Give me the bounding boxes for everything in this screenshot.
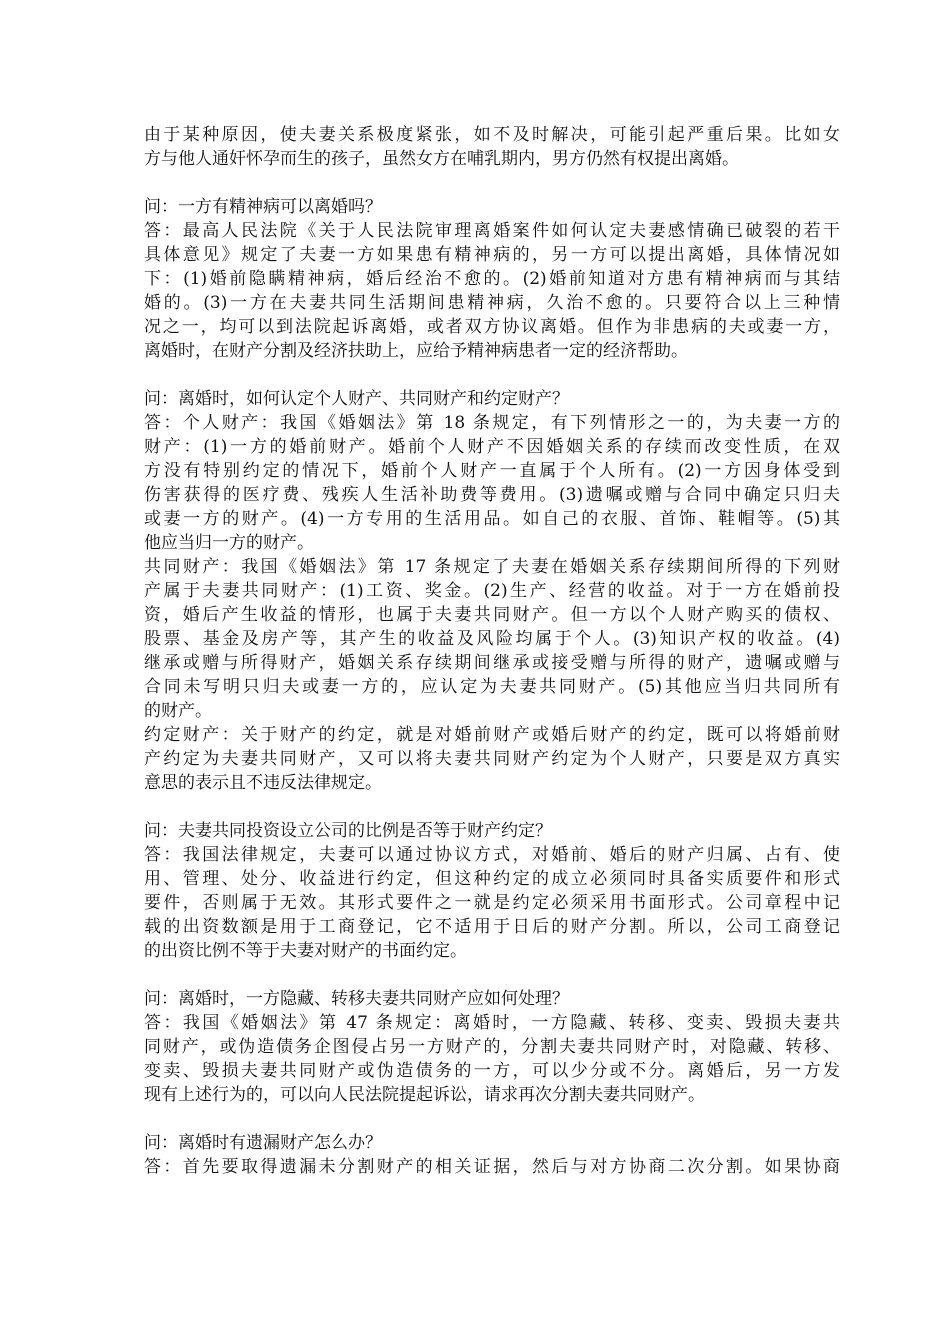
question-line: 问：离婚时有遗漏财产怎么办？ — [144, 1133, 382, 1153]
text-line: 具体意见》规定了夫妻一方如果患有精神病的，另一方可以提出离婚，具体情况如 — [144, 245, 840, 265]
document-body — [144, 123, 840, 1179]
question-line: 问：离婚时，如何认定个人财产、共同财产和约定财产？ — [144, 389, 569, 409]
text-line: 合同未写明只归夫或妻一方的，应认定为夫妻共同财产。(5)其他应当归共同所有 — [144, 677, 840, 697]
paragraph-gap — [144, 363, 840, 387]
answer-line: 答：个人财产：我国《婚姻法》第 18 条规定，有下列情形之一的，为夫妻一方的 — [144, 413, 840, 433]
text-line: 的财产。 — [144, 701, 212, 721]
text-line: 产约定为夫妻共同财产，又可以将夫妻共同财产约定为个人财产，只要是双方真实 — [144, 749, 840, 769]
question-line: 问：离婚时，一方隐藏、转移夫妻共同财产应如何处理？ — [144, 989, 569, 1009]
answer-line: 答：我国《婚姻法》第 47 条规定：离婚时，一方隐藏、转移、变卖、毁损夫妻共 — [144, 1013, 840, 1033]
paragraph-gap — [144, 795, 840, 819]
text-line: 现有上述行为的，可以向人民法院提起诉讼，请求再次分割夫妻共同财产。 — [144, 1085, 705, 1105]
text-line: 资，婚后产生收益的情形，也属于夫妻共同财产。但一方以个人财产购买的债权、 — [144, 605, 840, 625]
text-line: 变卖、毁损夫妻共同财产或伪造债务的一方，可以少分或不分。离婚后，另一方发 — [144, 1061, 840, 1081]
text-line: 伤害获得的医疗费、残疾人生活补助费等费用。(3)遗嘱或赠与合同中确定只归夫 — [144, 485, 840, 505]
text-line: 要件，否则属于无效。其形式要件之一就是约定必须采用书面形式。公司章程中记 — [144, 893, 840, 913]
paragraph-gap — [144, 1107, 840, 1131]
text-line: 用、管理、处分、收益进行约定，但这种约定的成立必须同时具备实质要件和形式 — [144, 869, 840, 889]
answer-line: 答：首先要取得遗漏未分割财产的相关证据，然后与对方协商二次分割。如果协商 — [144, 1157, 840, 1177]
text-line: 约定财产：关于财产的约定，就是对婚前财产或婚后财产的约定，既可以将婚前财 — [144, 725, 840, 745]
text-line: 共同财产：我国《婚姻法》第 17 条规定了夫妻在婚姻关系存续期间所得的下列财 — [144, 557, 840, 577]
text-line: 股票、基金及房产等，其产生的收益及风险均属于个人。(3)知识产权的收益。(4) — [144, 629, 840, 649]
text-line: 由于某种原因，使夫妻关系极度紧张，如不及时解决，可能引起严重后果。比如女 — [144, 125, 840, 145]
text-line: 财产：(1)一方的婚前财产。婚前个人财产不因婚姻关系的存续而改变性质，在双 — [144, 437, 840, 457]
text-line: 方与他人通奸怀孕而生的孩子，虽然女方在哺乳期内，男方仍然有权提出离婚。 — [144, 149, 739, 169]
text-line: 离婚时，在财产分割及经济扶助上，应给予精神病患者一定的经济帮助。 — [144, 341, 688, 361]
text-line: 的出资比例不等于夫妻对财产的书面约定。 — [144, 941, 467, 961]
question-line: 问：一方有精神病可以离婚吗？ — [144, 197, 382, 217]
text-line: 下：(1)婚前隐瞒精神病，婚后经治不愈的。(2)婚前知道对方患有精神病而与其结 — [144, 269, 840, 289]
text-line: 方没有特别约定的情况下，婚前个人财产一直属于个人所有。(2)一方因身体受到 — [144, 461, 840, 481]
text-line: 他应当归一方的财产。 — [144, 533, 314, 553]
text-line: 载的出资数额是用于工商登记，它不适用于日后的财产分割。所以，公司工商登记 — [144, 917, 840, 937]
answer-line: 答：我国法律规定，夫妻可以通过协议方式，对婚前、婚后的财产归属、占有、使 — [144, 845, 840, 865]
text-line: 意思的表示且不违反法律规定。 — [144, 773, 382, 793]
text-line: 况之一，均可以到法院起诉离婚，或者双方协议离婚。但作为非患病的夫或妻一方， — [144, 317, 840, 337]
paragraph-gap — [144, 171, 840, 195]
text-line: 婚的。(3)一方在夫妻共同生活期间患精神病，久治不愈的。只要符合以上三种情 — [144, 293, 840, 313]
text-line: 或妻一方的财产。(4)一方专用的生活用品。如自己的衣服、首饰、鞋帽等。(5)其 — [144, 509, 840, 529]
answer-line: 答：最高人民法院《关于人民法院审理离婚案件如何认定夫妻感情确已破裂的若干 — [144, 221, 840, 241]
text-line: 产属于夫妻共同财产：(1)工资、奖金。(2)生产、经营的收益。对于一方在婚前投 — [144, 581, 840, 601]
text-line: 同财产，或伪造债务企图侵占另一方财产的，分割夫妻共同财产时，对隐藏、转移、 — [144, 1037, 840, 1057]
text-line: 继承或赠与所得财产，婚姻关系存续期间继承或接受赠与所得的财产，遗嘱或赠与 — [144, 653, 840, 673]
question-line: 问：夫妻共同投资设立公司的比例是否等于财产约定？ — [144, 821, 552, 841]
paragraph-gap — [144, 963, 840, 987]
